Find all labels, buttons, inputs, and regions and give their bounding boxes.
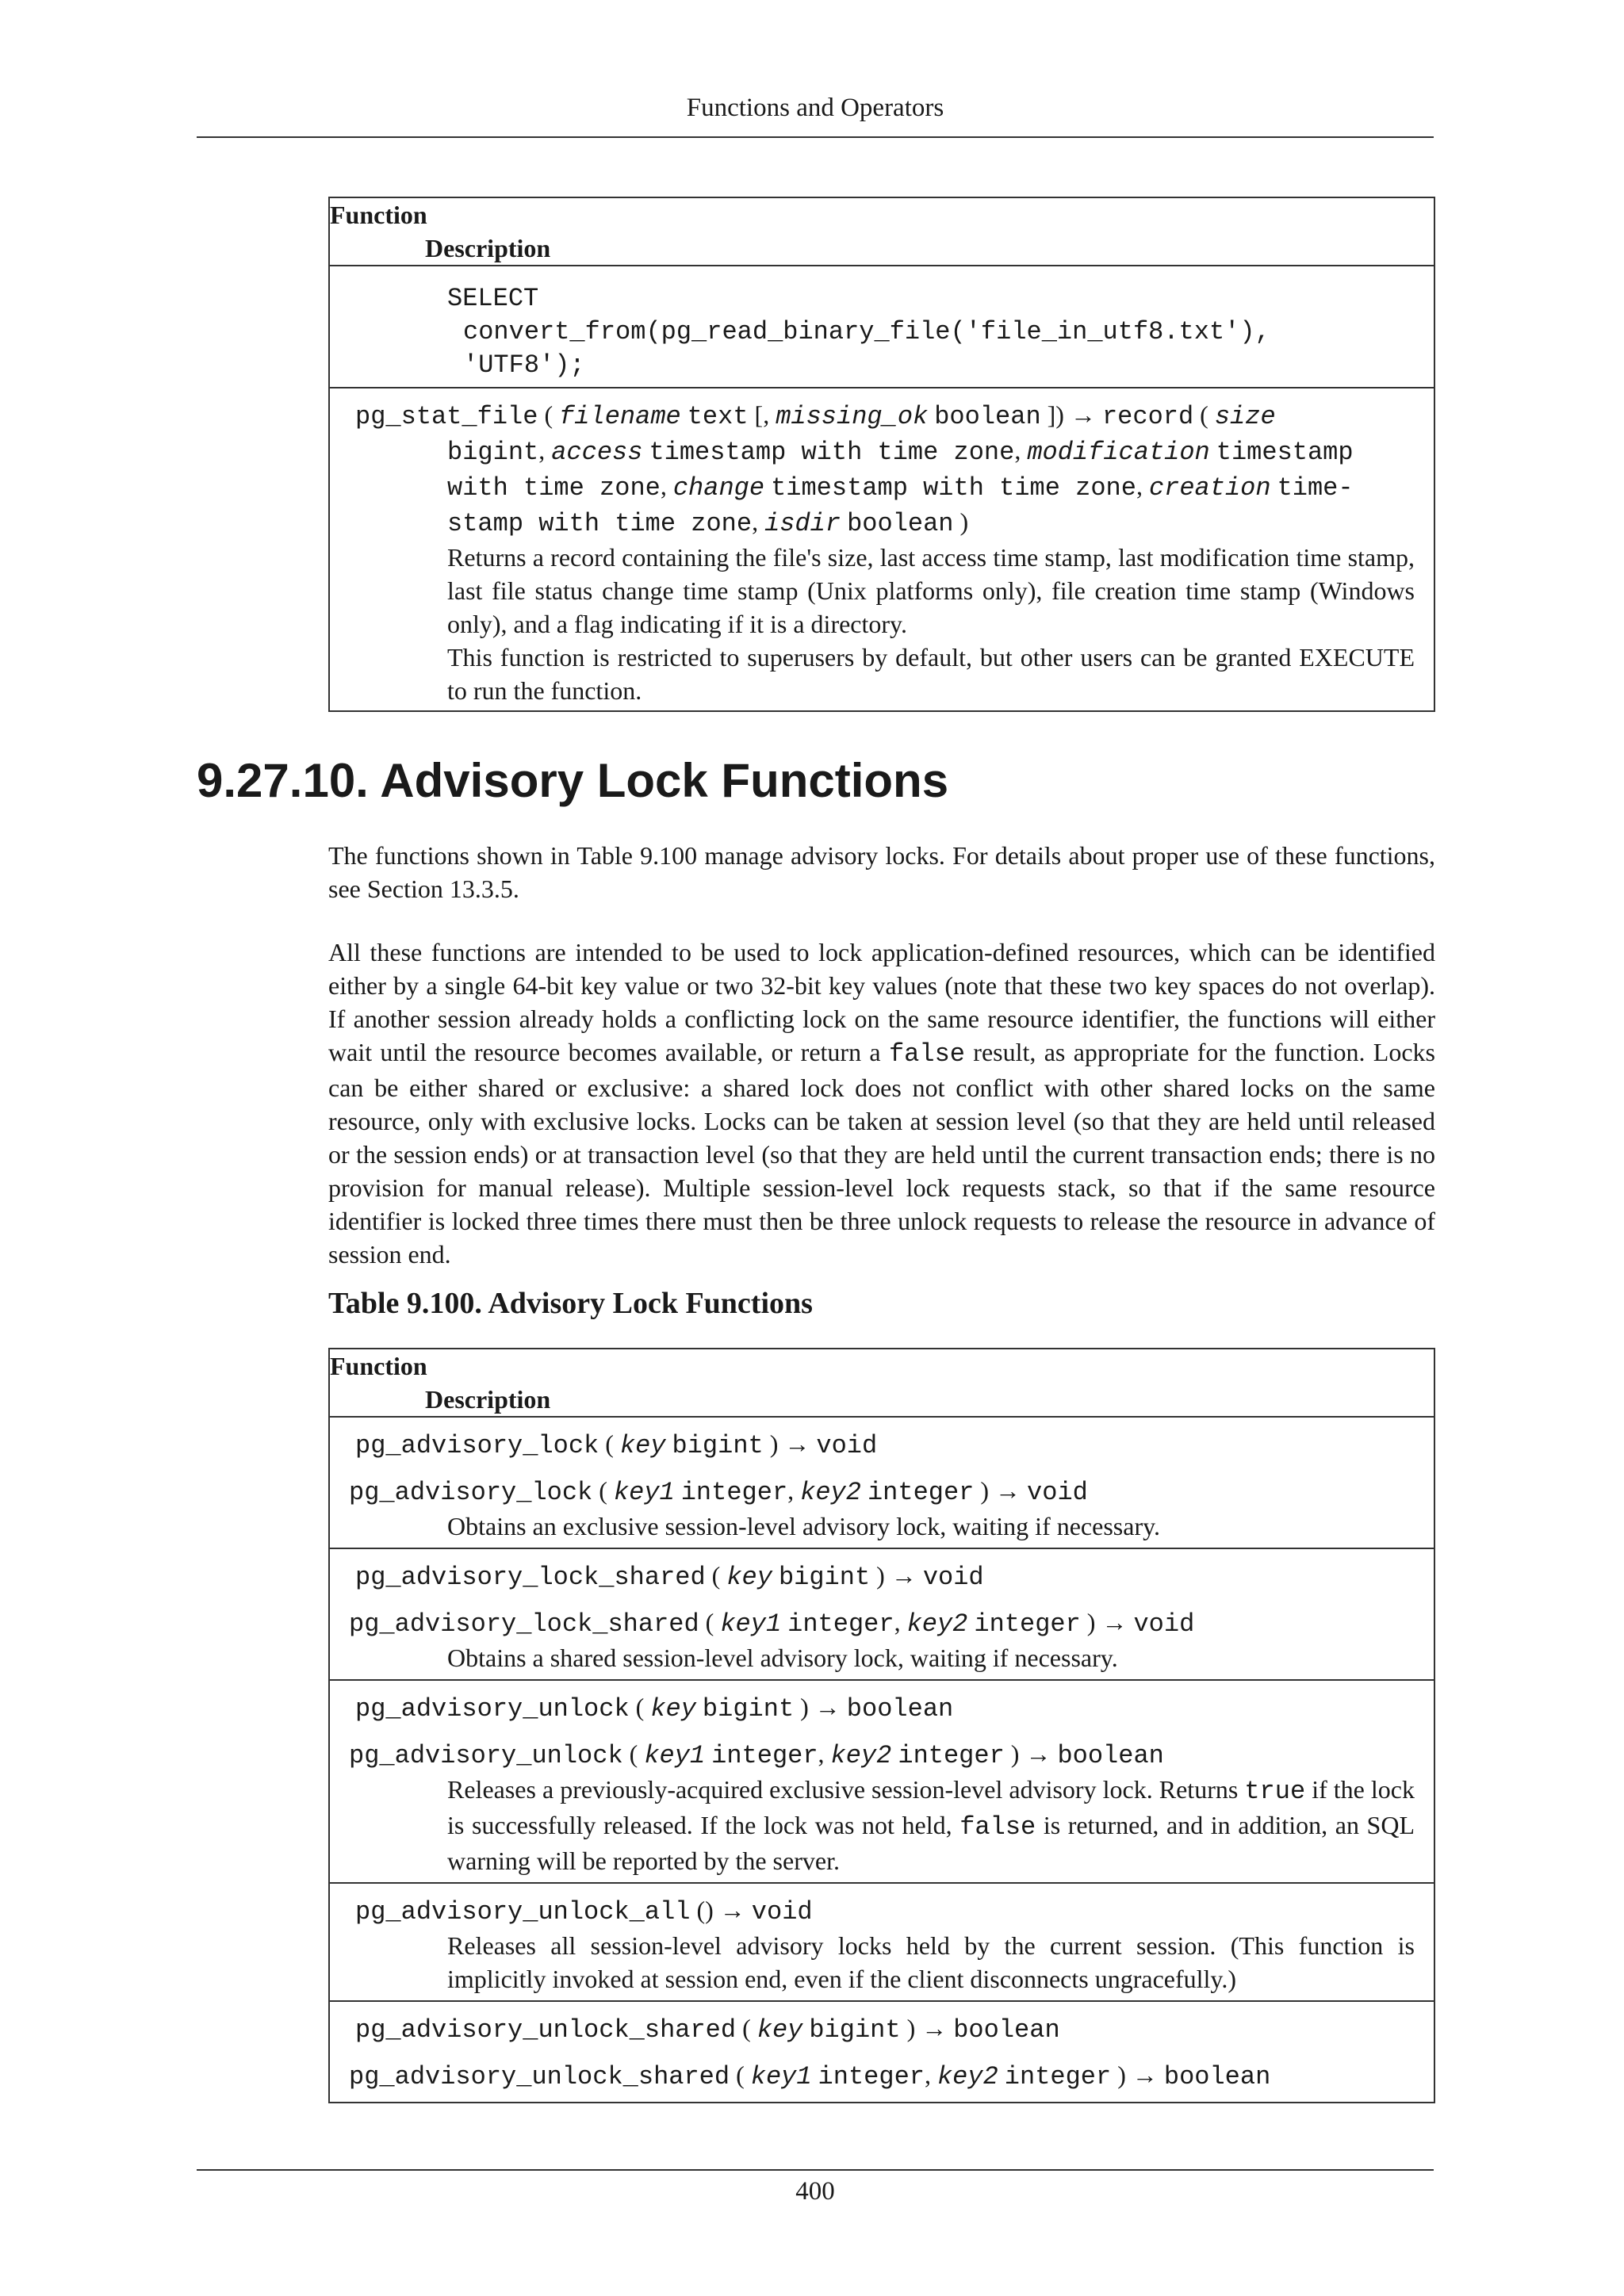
running-header: Functions and Operators (686, 94, 944, 122)
function-signature: pg_advisory_unlock_shared ( key bigint ) → boolean (355, 2014, 1060, 2045)
function-name: pg_stat_file (355, 402, 538, 431)
function-name: pg_advisory_unlock_shared (355, 2015, 737, 2045)
function-description: This function is restricted to superusers by default, but other users can be granted EXECUTE to run the function. (447, 643, 1415, 705)
table-header-row (329, 197, 1434, 266)
function-signature: pg_advisory_lock ( key1 integer, key2 integer ) → void (349, 1476, 1088, 1507)
column-header-description: Description (425, 234, 551, 262)
argument-name: missing_ok (776, 402, 929, 431)
table-row-pg-advisory-lock-shared (329, 1548, 1434, 1680)
function-name: pg_advisory_lock (355, 1431, 599, 1460)
file-functions-table-continued (328, 197, 1435, 712)
function-signature: pg_advisory_unlock ( key bigint ) → boolean (355, 1693, 954, 1724)
header-rule (197, 136, 1434, 138)
function-signature: pg_advisory_lock ( key bigint ) → void (355, 1429, 878, 1460)
function-description: Releases a previously-acquired exclusive session-level advisory lock. Returns true if the lock is successfully released. If the lock was not held, false is returned, and in addition, an SQL warning will be reported by the server. (447, 1775, 1415, 1875)
arrow: → (1070, 400, 1096, 429)
table-row-pg-advisory-unlock-shared (329, 2001, 1434, 2103)
column-header-function: Function (330, 201, 427, 229)
paragraph: All these functions are intended to be used to lock application-defined resources, which can be identified either by a single 64-bit key value or two 32-bit key values (note that these two key spaces do not overlap). If another session already holds a conflicting lock on the same resource identifier, the functions will either wait until the resource becomes available, or return a false result, as appropriate for the function. Locks can be either shared or exclusive: a shared lock does not conflict with other shared locks on the same resource, only with exclusive locks. Locks can be taken at session level (so that they are held until released or the session ends) or at transaction level (so that they are held until the current transaction ends; there is no provision for manual release). Multiple session-level lock requests stack, so that if the same resource identifier is locked three times there must then be three unlock requests to release the resource in advance of session end. (328, 938, 1436, 1269)
table-row-example (329, 266, 1434, 388)
column-header-description: Description (425, 1385, 551, 1414)
advisory-lock-functions-table (328, 1348, 1435, 2103)
function-signature: pg_advisory_unlock_shared ( key1 integer, key2 integer ) → boolean (349, 2061, 1271, 2091)
function-description: Obtains an exclusive session-level advisory lock, waiting if necessary. (447, 1512, 1161, 1540)
argument-name: filename (559, 402, 681, 431)
inline-code: false (888, 1039, 965, 1069)
function-signature: pg_advisory_lock_shared ( key bigint ) → void (355, 1561, 984, 1592)
table-row-pg-stat-file (329, 388, 1434, 711)
code-line: 'UTF8'); (463, 350, 585, 380)
function-name: pg_advisory_unlock (355, 1694, 630, 1724)
function-signature: pg_stat_file ( filename text [, missing_ok boolean ]) → record ( size (355, 400, 1276, 431)
paragraph: The functions shown in Table 9.100 manage advisory locks. For details about proper use of these functions, see Section 13.3.5. (328, 841, 1435, 903)
page-number: 400 (795, 2177, 835, 2206)
footer-rule (197, 2169, 1434, 2171)
function-description: Returns a record containing the file's size, last access time stamp, last modification time stamp, last file status change time stamp (Unix platforms only), file creation time stamp (Windows only), and a flag indicating if it is a directory. (447, 543, 1415, 638)
function-signature-continuation: bigint, access timestamp with time zone, modification timestamp (447, 436, 1354, 467)
function-signature: pg_advisory_lock_shared ( key1 integer, key2 integer ) → void (349, 1608, 1195, 1639)
table-row-pg-advisory-lock (329, 1417, 1434, 1548)
section-title: 9.27.10. Advisory Lock Functions (197, 754, 949, 807)
function-name: pg_advisory_lock_shared (355, 1563, 706, 1592)
function-signature-continuation: stamp with time zone, isdir boolean ) (447, 507, 969, 538)
function-name: pg_advisory_unlock_all (355, 1897, 691, 1927)
code-line: SELECT (447, 284, 539, 313)
function-name: pg_advisory_lock (349, 1478, 593, 1507)
function-name: pg_advisory_unlock (349, 1741, 623, 1770)
table-row-pg-advisory-unlock (329, 1680, 1434, 1883)
function-name: pg_advisory_unlock_shared (349, 2062, 730, 2091)
function-name: pg_advisory_lock_shared (349, 1609, 699, 1639)
table-row-pg-advisory-unlock-all (329, 1883, 1434, 2001)
function-description: Obtains a shared session-level advisory lock, waiting if necessary. (447, 1644, 1118, 1672)
code-line: convert_from(pg_read_binary_file('file_in_utf8.txt'), (463, 317, 1270, 346)
column-header-function: Function (330, 1352, 427, 1380)
function-signature: pg_advisory_unlock_all () → void (355, 1896, 813, 1927)
inline-code: false (959, 1812, 1036, 1842)
inline-code: true (1244, 1777, 1306, 1806)
function-signature: pg_advisory_unlock ( key1 integer, key2 integer ) → boolean (349, 1739, 1164, 1770)
function-description: Releases all session-level advisory locks held by the current session. (This function is implicitly invoked at session end, even if the client disconnects ungracefully.) (447, 1931, 1415, 1993)
table-header-row (329, 1349, 1434, 1417)
function-signature-continuation: with time zone, change timestamp with time zone, creation time- (447, 472, 1354, 503)
table-title: Table 9.100. Advisory Lock Functions (328, 1287, 813, 1320)
